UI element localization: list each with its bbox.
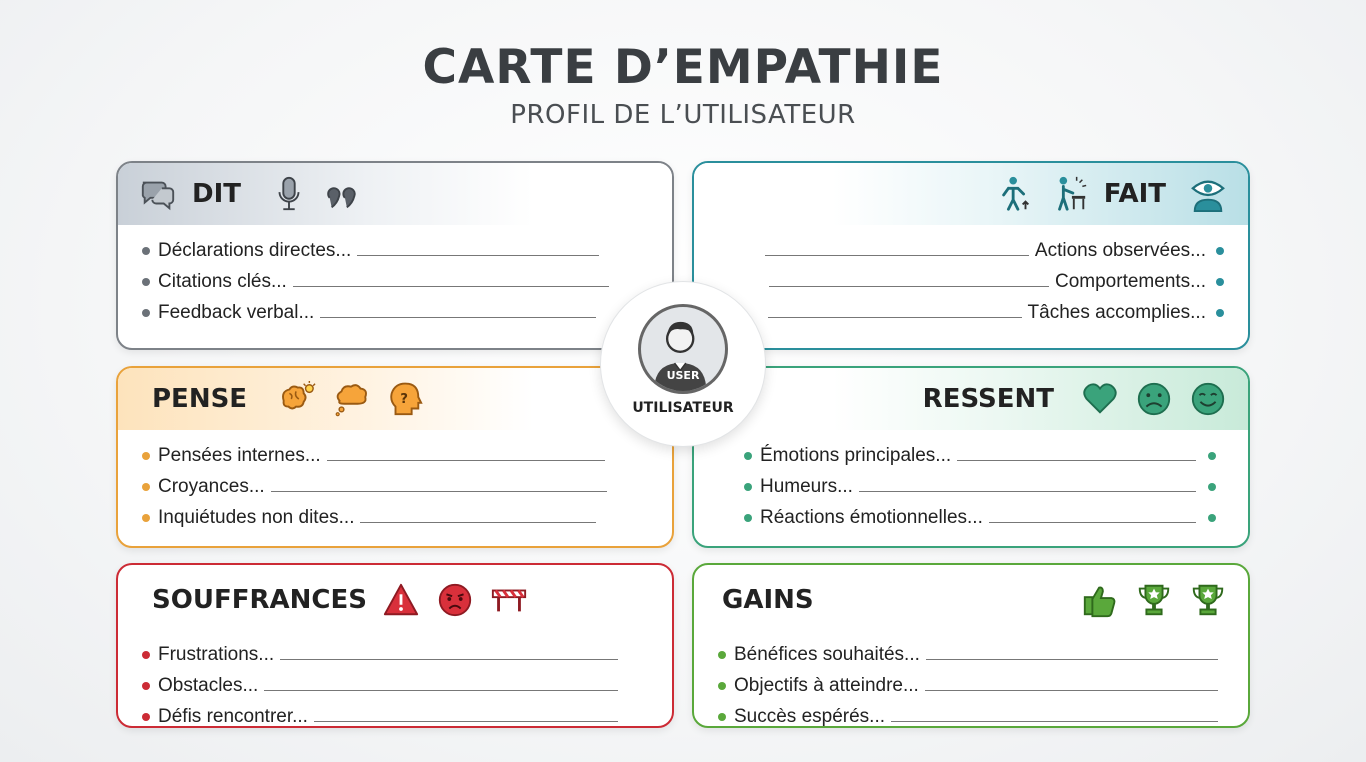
item-text: Émotions principales... <box>760 445 952 466</box>
fill-line[interactable] <box>264 690 618 691</box>
item-text: Déclarations directes... <box>158 240 352 261</box>
fill-line[interactable] <box>925 690 1218 691</box>
list-item <box>142 262 648 293</box>
fill-line[interactable] <box>926 659 1218 660</box>
card-gains <box>692 563 1250 728</box>
item-text: Citations clés... <box>158 271 287 292</box>
observer-icon <box>1188 174 1228 214</box>
trophy-star-icon <box>1188 580 1228 620</box>
brain-idea-icon <box>277 379 317 419</box>
card-gains-list <box>694 635 1248 728</box>
card-fait <box>692 161 1250 350</box>
worried-face-icon <box>435 580 475 620</box>
card-ressent-list <box>694 430 1248 529</box>
fill-line[interactable] <box>327 460 605 461</box>
card-souffrances-header <box>118 565 672 635</box>
list-item <box>718 666 1224 697</box>
card-pense <box>116 366 674 548</box>
happy-face-icon <box>1188 379 1228 419</box>
trophy-icon <box>1134 580 1174 620</box>
item-text: Pensées internes... <box>158 445 321 466</box>
card-fait-title: FAIT <box>1103 179 1166 209</box>
item-text: Objectifs à atteindre... <box>734 675 919 696</box>
card-dit-list <box>118 225 672 324</box>
item-text: Obstacles... <box>158 675 259 696</box>
item-text: Inquiétudes non dites... <box>158 507 355 528</box>
fill-line[interactable] <box>859 491 1196 492</box>
page-subtitle: PROFIL DE L’UTILISATEUR <box>510 100 856 130</box>
list-item <box>142 498 648 529</box>
barrier-icon <box>489 580 529 620</box>
card-gains-header <box>694 565 1248 635</box>
list-item <box>718 231 1224 262</box>
card-souffrances <box>116 563 674 728</box>
fill-line[interactable] <box>280 659 618 660</box>
thought-cloud-icon <box>331 379 371 419</box>
list-item <box>718 262 1224 293</box>
list-item <box>142 231 648 262</box>
fill-line[interactable] <box>989 522 1196 523</box>
list-item <box>718 635 1224 666</box>
user-label: UTILISATEUR <box>632 400 734 416</box>
list-item <box>744 436 1224 467</box>
fill-line[interactable] <box>271 491 607 492</box>
list-item <box>718 697 1224 728</box>
microphone-icon <box>269 174 309 214</box>
sad-face-icon <box>1134 379 1174 419</box>
card-dit-title: DIT <box>192 179 241 209</box>
item-text: Défis rencontrer... <box>158 706 308 727</box>
card-fait-header <box>694 163 1248 225</box>
warning-icon <box>381 580 421 620</box>
item-text: Comportements... <box>1055 271 1206 292</box>
list-item <box>142 697 648 728</box>
fill-line[interactable] <box>320 317 596 318</box>
card-souffrances-list <box>118 635 672 728</box>
list-item <box>744 467 1224 498</box>
item-text: Succès espérés... <box>734 706 886 727</box>
person-walking-icon <box>996 174 1036 214</box>
head-question-icon <box>385 379 425 419</box>
card-pense-list <box>118 430 672 529</box>
person-working-icon <box>1050 174 1090 214</box>
card-ressent-header <box>694 368 1248 430</box>
card-gains-title: GAINS <box>722 585 814 615</box>
card-fait-list <box>694 225 1248 324</box>
card-pense-header <box>118 368 672 430</box>
card-dit <box>116 161 674 350</box>
item-text: Réactions émotionnelles... <box>760 507 983 528</box>
list-item <box>142 467 648 498</box>
list-item <box>142 293 648 324</box>
svg-text:?: ? <box>400 391 409 407</box>
item-text: Frustrations... <box>158 644 275 665</box>
fill-line[interactable] <box>891 721 1218 722</box>
fill-line[interactable] <box>765 255 1029 256</box>
fill-line[interactable] <box>769 286 1049 287</box>
card-pense-title: PENSE <box>152 384 248 414</box>
card-ressent <box>692 366 1250 548</box>
item-text: Bénéfices souhaités... <box>734 644 920 665</box>
card-dit-header <box>118 163 672 225</box>
item-text: Croyances... <box>158 476 265 497</box>
list-item <box>142 635 648 666</box>
item-text: Humeurs... <box>760 476 853 497</box>
fill-line[interactable] <box>357 255 599 256</box>
fill-line[interactable] <box>293 286 609 287</box>
list-item <box>744 498 1224 529</box>
user-avatar-icon <box>638 304 728 394</box>
list-item <box>718 293 1224 324</box>
item-text: Tâches accomplies... <box>1027 302 1206 323</box>
speech-bubbles-icon <box>138 174 178 214</box>
list-item <box>142 666 648 697</box>
page-title: CARTE D’EMPATHIE <box>422 40 944 95</box>
quote-icon <box>323 174 363 214</box>
user-profile-circle <box>600 281 766 447</box>
item-text: Feedback verbal... <box>158 302 315 323</box>
card-souffrances-title: SOUFFRANCES <box>152 585 367 615</box>
fill-line[interactable] <box>314 721 618 722</box>
fill-line[interactable] <box>360 522 596 523</box>
list-item <box>142 436 648 467</box>
user-badge-text: USER <box>666 369 700 382</box>
thumbs-up-icon <box>1080 580 1120 620</box>
fill-line[interactable] <box>957 460 1196 461</box>
heart-icon <box>1080 379 1120 419</box>
card-ressent-title: RESSENT <box>922 384 1054 414</box>
fill-line[interactable] <box>768 317 1022 318</box>
item-text: Actions observées... <box>1034 240 1206 261</box>
